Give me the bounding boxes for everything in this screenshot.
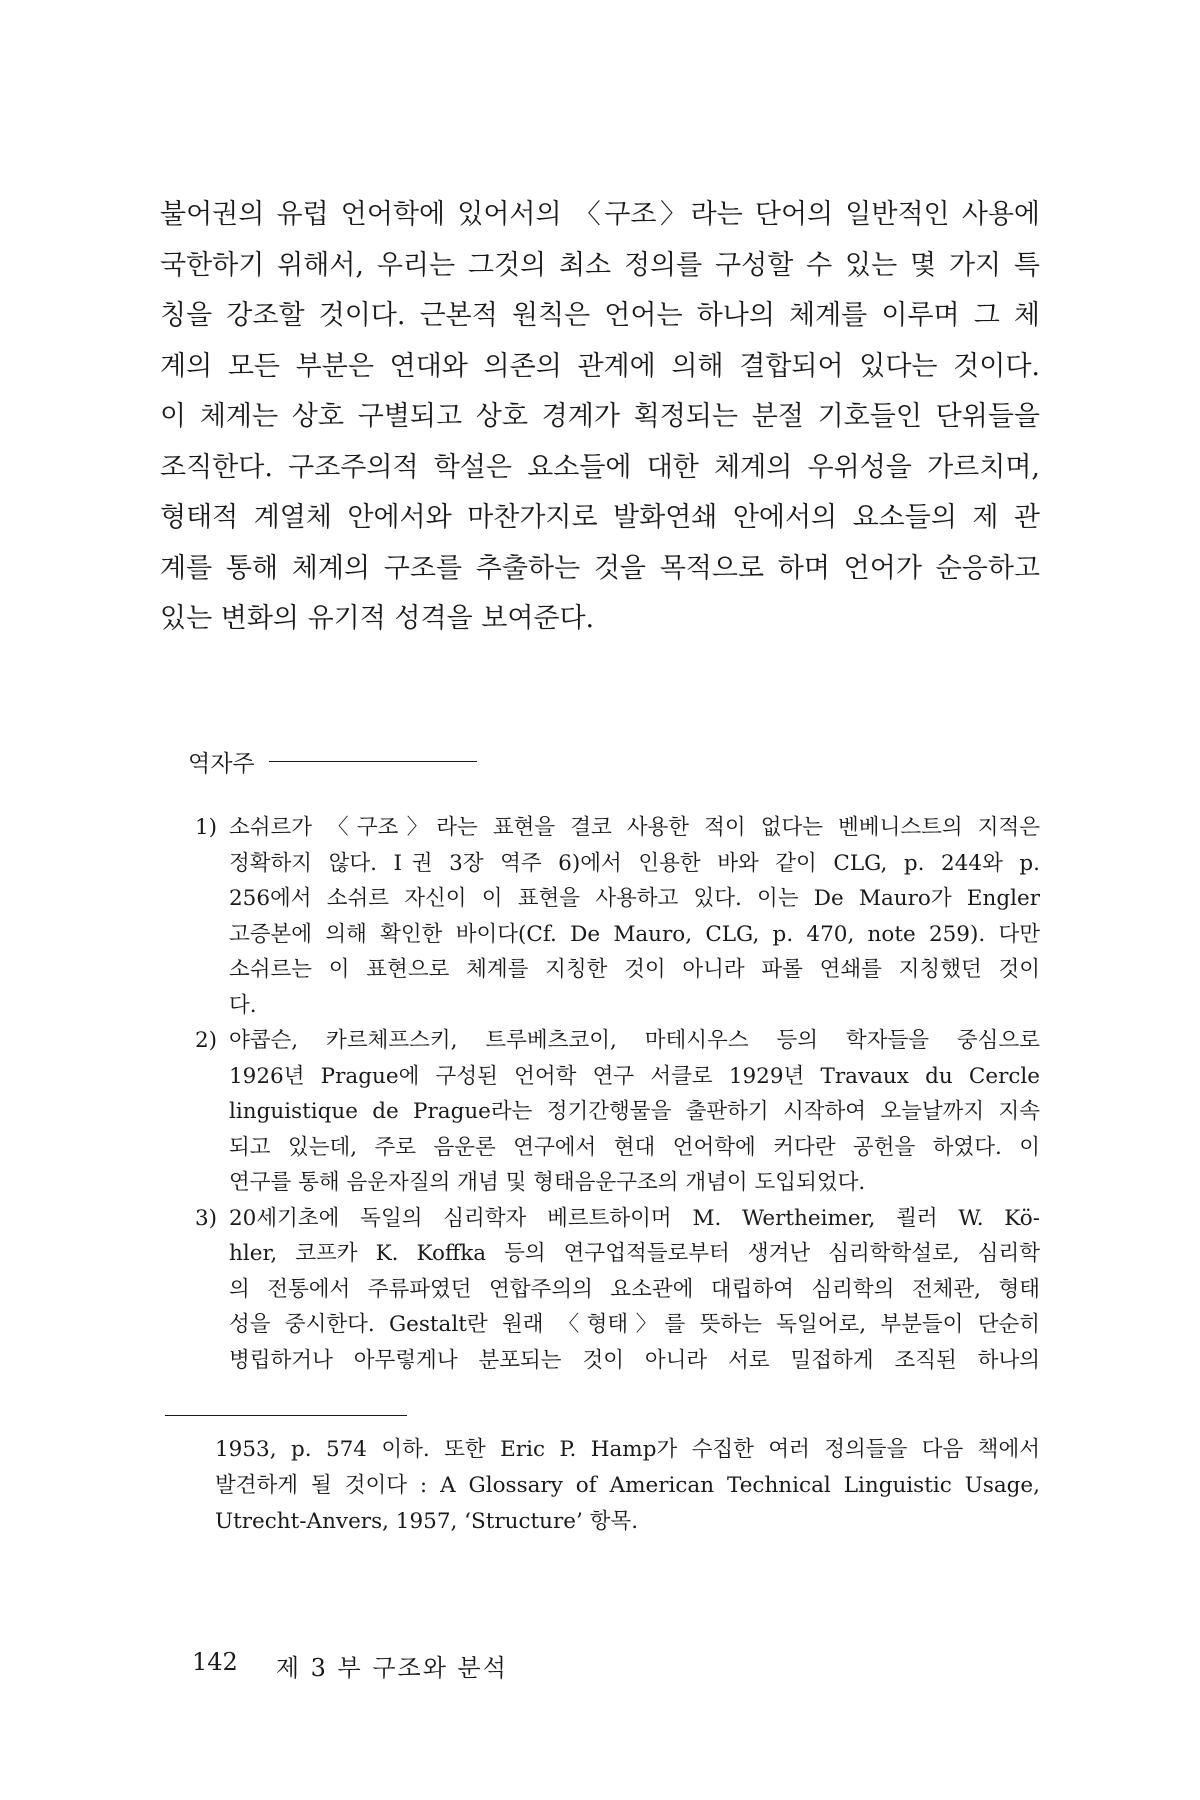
footnote-separator xyxy=(165,1415,407,1416)
main-line: 계의 모든 부분은 연대와 의존의 관계에 의해 결합되어 있다는 것이다. xyxy=(160,350,1040,382)
translator-notes-list xyxy=(195,810,1040,1378)
note-line: 고증본에 의해 확인한 바이다(Cf. De Mauro, CLG, p. 470, note 259). 다만 xyxy=(229,921,1040,947)
continued-footnote xyxy=(215,1432,1040,1540)
translator-notes-label: 역자주 xyxy=(188,751,255,777)
main-line: 이 체계는 상호 구별되고 상호 경계가 획정되는 분절 기호들인 단위들을 xyxy=(160,401,1040,432)
note-line: 정확하지 않다. Ⅰ권 3장 역주 6)에서 인용한 바와 같이 CLG, p. 244와 p. xyxy=(229,850,1040,876)
note-line: 병립하거나 아무렇게나 분포되는 것이 아니라 서로 밀접하게 조직된 하나의 xyxy=(229,1347,1040,1373)
note-line: 1926년 Prague에 구성된 언어학 연구 서클로 1929년 Travaux du Cercle xyxy=(229,1063,1040,1089)
note-3 xyxy=(195,1201,1040,1379)
note-line: linguistique de Prague라는 정기간행물을 출판하기 시작하여 오늘날까지 지속 xyxy=(229,1099,1040,1124)
footnote-line: 발견하게 될 것이다 : A Glossary of American Technical Linguistic Usage, xyxy=(215,1473,1040,1498)
note-line: 야콥슨, 카르체프스키, 트루베츠코이, 마테시우스 등의 학자들을 중심으로 xyxy=(229,1028,1040,1053)
note-line: 연구를 통해 음운자질의 개념 및 형태음운구조의 개념이 도입되었다. xyxy=(229,1170,866,1195)
note-number: 1) xyxy=(195,815,218,840)
note-number: 3) xyxy=(195,1205,218,1231)
main-line: 조직한다. 구조주의적 학설은 요소들에 대한 체계의 우위성을 가르치며, xyxy=(160,451,1040,483)
footnote-line: 1953, p. 574 이하. 또한 Eric P. Hamp가 수집한 여러 정의들을 다음 책에서 xyxy=(215,1437,1040,1462)
main-paragraph xyxy=(160,190,1040,645)
heading-rule xyxy=(269,761,477,762)
note-line: 20세기초에 독일의 심리학자 베르트하이머 M. Wertheimer, 쾰러 W. Kö- xyxy=(229,1205,1040,1231)
part-title: 제 3 부 구조와 분석 xyxy=(275,1654,508,1682)
page-footer xyxy=(192,1648,508,1683)
note-line: hler, 코프카 K. Koffka 등의 연구업적들로부터 생겨난 심리학학설로, 심리학 xyxy=(229,1241,1040,1266)
page-number: 142 xyxy=(192,1648,238,1676)
note-number: 2) xyxy=(195,1028,218,1053)
note-line: 소쉬르는 이 표현으로 체계를 지칭한 것이 아니라 파롤 연쇄를 지칭했던 것이 xyxy=(229,957,1040,982)
main-line: 국한하기 위해서, 우리는 그것의 최소 정의를 구성할 수 있는 몇 가지 특 xyxy=(160,249,1040,281)
main-line: 계를 통해 체계의 구조를 추출하는 것을 목적으로 하며 언어가 순응하고 xyxy=(160,552,1040,584)
note-2 xyxy=(195,1023,1040,1201)
main-line: 칭을 강조할 것이다. 근본적 원칙은 언어는 하나의 체계를 이루며 그 체 xyxy=(160,300,1040,331)
translator-notes-heading xyxy=(188,745,477,778)
footnote-line: Utrecht-Anvers, 1957, ‘Structure’ 항목. xyxy=(215,1509,639,1534)
main-line: 형태적 계열체 안에서와 마찬가지로 발화연쇄 안에서의 요소들의 제 관 xyxy=(160,502,1040,533)
main-line: 있는 변화의 유기적 성격을 보여준다. xyxy=(160,603,595,634)
note-line: 되고 있는데, 주로 음운론 연구에서 현대 언어학에 커다란 공헌을 하였다. 이 xyxy=(229,1134,1040,1160)
main-line: 불어권의 유럽 언어학에 있어서의 〈구조〉라는 단어의 일반적인 사용에 xyxy=(160,199,1040,230)
note-line: 의 전통에서 주류파였던 연합주의의 요소관에 대립하여 심리학의 전체관, 형태 xyxy=(229,1276,1040,1302)
note-line: 소쉬르가 〈구조〉라는 표현을 결코 사용한 적이 없다는 벤베니스트의 지적은 xyxy=(229,815,1040,840)
note-1 xyxy=(195,810,1040,1023)
note-line: 256에서 소쉬르 자신이 이 표현을 사용하고 있다. 이는 De Mauro가 Engler xyxy=(229,886,1040,911)
note-line: 다. xyxy=(229,992,257,1018)
note-line: 성을 중시한다. Gestalt란 원래 〈형태〉를 뜻하는 독일어로, 부분들이 단순히 xyxy=(229,1312,1040,1337)
